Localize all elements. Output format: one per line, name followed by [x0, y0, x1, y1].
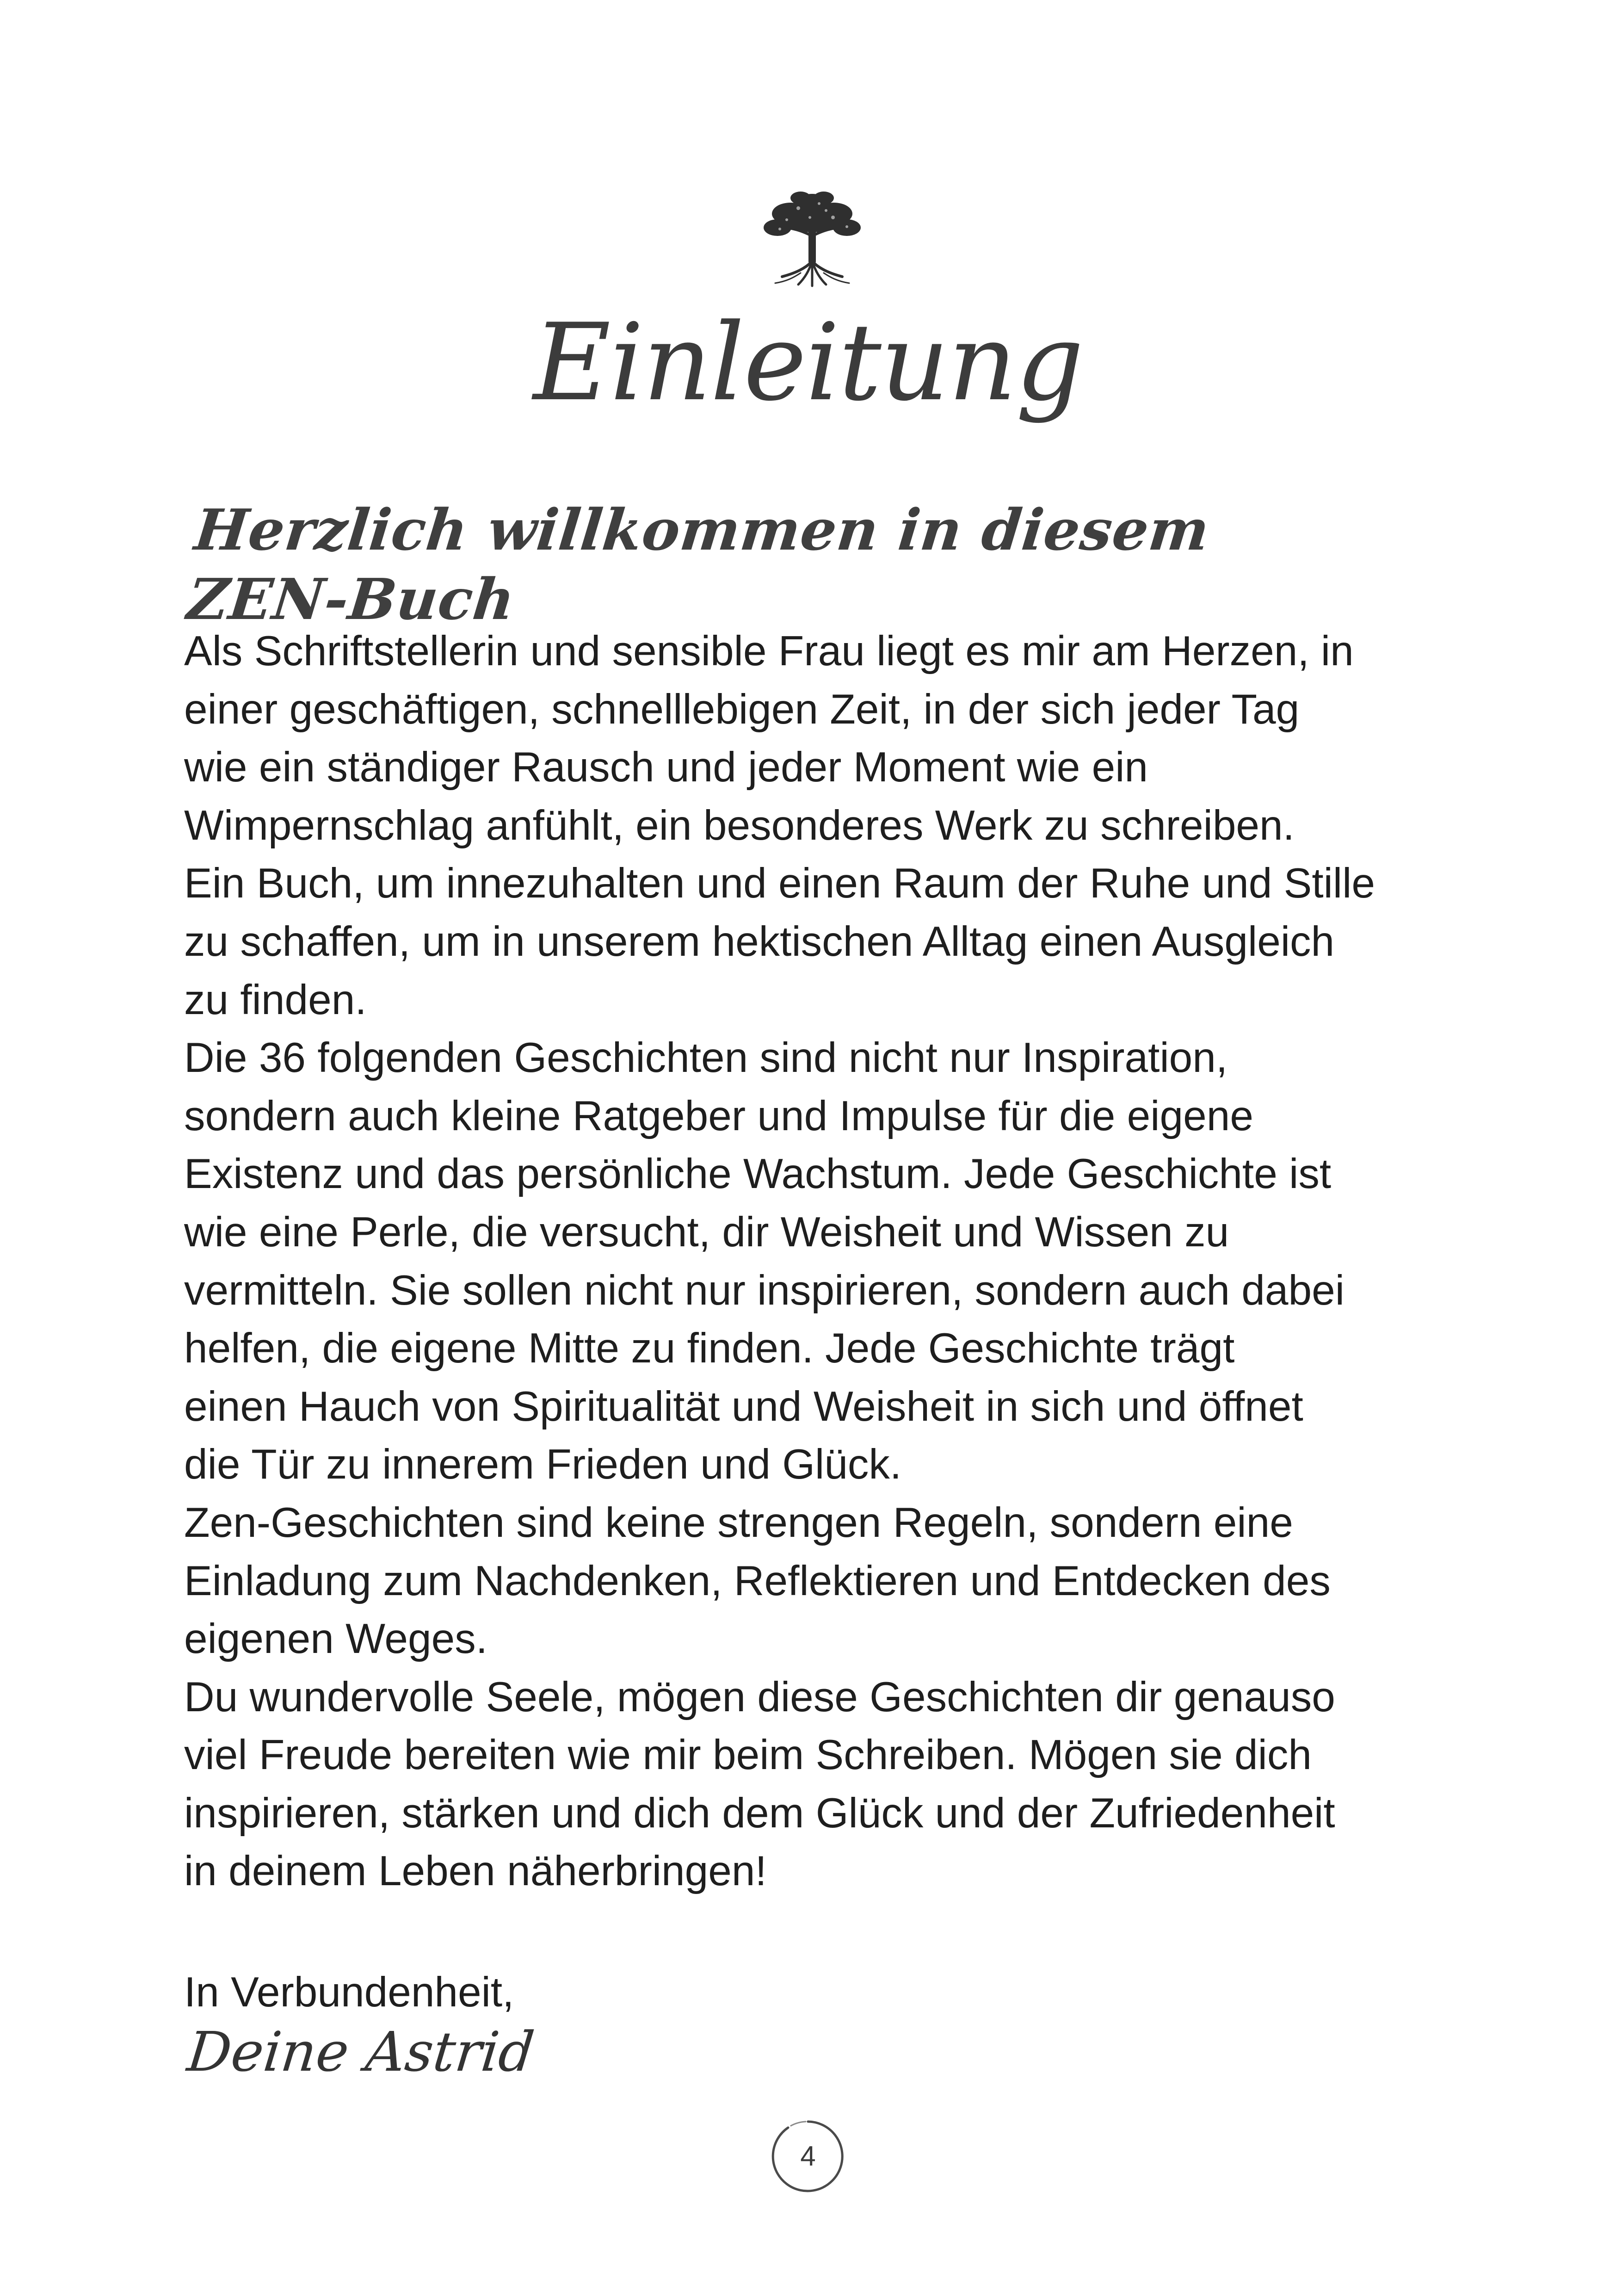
- body-line: wie eine Perle, die versucht, dir Weisheit und Wissen zu: [184, 1208, 1229, 1256]
- body-line: einer geschäftigen, schnelllebigen Zeit, in der sich jeder Tag: [184, 686, 1300, 733]
- body-line: Du wundervolle Seele, mögen diese Geschichten dir genauso: [184, 1673, 1335, 1720]
- body-line: zu schaffen, um in unserem hektischen Alltag einen Ausgleich: [184, 918, 1335, 965]
- body-line: die Tür zu innerem Frieden und Glück.: [184, 1441, 902, 1488]
- body-line: helfen, die eigene Mitte zu finden. Jede Geschichte trägt: [184, 1325, 1235, 1372]
- body-line: Als Schriftstellerin und sensible Frau liegt es mir am Herzen, in: [184, 628, 1354, 675]
- body-line: wie ein ständiger Rausch und jeder Moment wie ein: [184, 744, 1148, 791]
- body-line: in deinem Leben näherbringen!: [184, 1848, 767, 1895]
- body-line: vermitteln. Sie sollen nicht nur inspirieren, sondern auch dabei: [184, 1267, 1345, 1314]
- body-text: [184, 622, 1461, 1900]
- page-title: Einleitung: [533, 301, 1083, 425]
- body-line: einen Hauch von Spiritualität und Weisheit in sich und öffnet: [184, 1383, 1303, 1430]
- body-line: zu finden.: [184, 976, 367, 1023]
- body-line: inspirieren, stärken und dich dem Glück und der Zufriedenheit: [184, 1789, 1335, 1837]
- body-line: Wimpernschlag anfühlt, ein besonderes Werk zu schreiben.: [184, 802, 1295, 849]
- body-line: sondern auch kleine Ratgeber und Impulse für die eigene: [184, 1092, 1253, 1139]
- body-line: viel Freude bereiten wie mir beim Schreiben. Mögen sie dich: [184, 1732, 1312, 1779]
- body-line: Die 36 folgenden Geschichten sind nicht nur Inspiration,: [184, 1034, 1228, 1082]
- body-line: Existenz und das persönliche Wachstum. Jede Geschichte ist: [184, 1151, 1332, 1198]
- body-line: Einladung zum Nachdenken, Reflektieren und Entdecken des: [184, 1557, 1331, 1604]
- body-line: eigenen Weges.: [184, 1615, 488, 1663]
- body-line: Zen-Geschichten sind keine strengen Regeln, sondern eine: [184, 1499, 1293, 1546]
- page-number: [770, 2118, 846, 2195]
- body-line: Ein Buch, um innezuhalten und einen Raum der Ruhe und Stille: [184, 860, 1375, 907]
- page-subtitle: Herzlich willkommen in diesem ZEN-Buch: [184, 496, 1213, 632]
- closing-greeting: In Verbundenheit,: [184, 1969, 514, 2016]
- signature: Deine Astrid: [184, 2020, 537, 2084]
- tree-of-life-icon: [754, 185, 870, 291]
- page-number-label: 4: [800, 2141, 816, 2172]
